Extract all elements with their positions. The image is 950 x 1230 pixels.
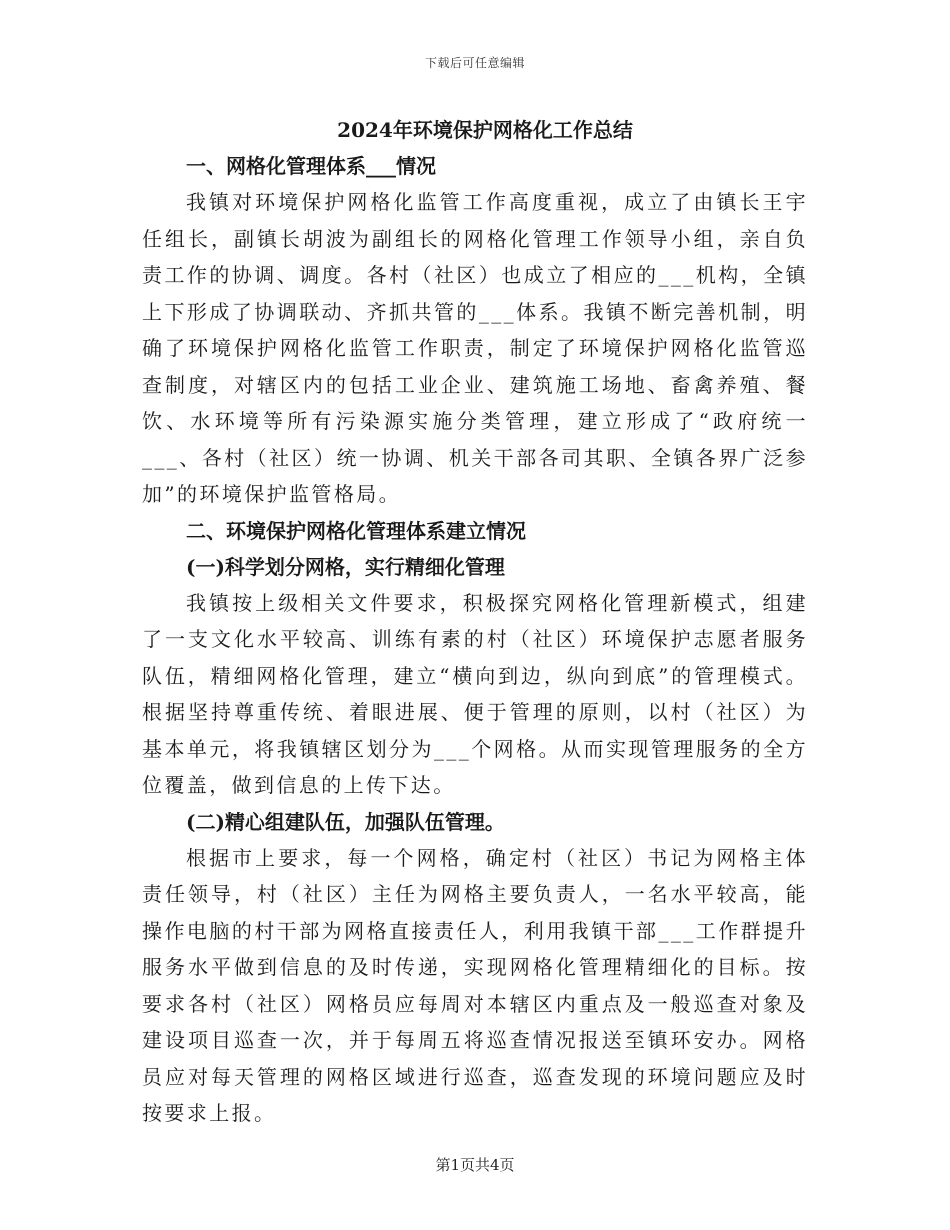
subsection-heading-2: (二)精心组建队伍，加强队伍管理。 <box>186 809 505 834</box>
document-body <box>142 112 808 1132</box>
document-title: 2024年环境保护网格化工作总结 <box>337 118 633 142</box>
paragraph-1: 我镇对环境保护网格化监管工作高度重视，成立了由镇长王宇任组长，副镇长胡波为副组长的网格化管理工作领导小组，亲自负责工作的协调、调度。各村（社区）也成立了相应的___机构，全镇上下形成了协调联动、齐抓共管的___体系。我镇不断完善机制，明确了环境保护网格化监管工作职责，制定了环境保护网格化监管巡查制度，对辖区内的包括工业企业、建筑施工场地、畜禽养殖、餐饮、水环境等所有污染源实施分类管理，建立形成了“政府统一___、各村（社区）统一协调、机关干部各司其职、全镇各界广泛参加”的环境保护监管格局。 <box>142 190 808 506</box>
page-number-footer: 第1页共4页 <box>435 1156 515 1174</box>
header-note: 下载后可任意编辑 <box>424 56 525 70</box>
paragraph-2: 我镇按上级相关文件要求，积极探究网格化管理新模式，组建了一支文化水平较高、训练有素的村（社区）环境保护志愿者服务队伍，精细网格化管理，建立“横向到边，纵向到底”的管理模式。根据坚持尊重传统、着眼进展、便于管理的原则，以村（社区）为基本单元，将我镇辖区划分为___个网格。从而实现管理服务的全方位覆盖，做到信息的上传下达。 <box>142 590 808 797</box>
section-heading-2: 二、环境保护网格化管理体系建立情况 <box>186 518 526 543</box>
section-heading-1: 一、网格化管理体系___情况 <box>186 154 436 178</box>
paragraph-3: 根据市上要求，每一个网格，确定村（社区）书记为网格主体责任领导，村（社区）主任为网格主要负责人，一名水平较高，能操作电脑的村干部为网格直接责任人，利用我镇干部___工作群提升服务水平做到信息的及时传递，实现网格化管理精细化的目标。按要求各村（社区）网格员应每周对本辖区内重点及一般巡查对象及建设项目巡查一次，并于每周五将巡查情况报送至镇环安办。网格员应对每天管理的网格区域进行巡查，巡查发现的环境问题应及时按要求上报。 <box>142 845 808 1125</box>
subsection-heading-1: (一)科学划分网格，实行精细化管理 <box>186 554 505 579</box>
